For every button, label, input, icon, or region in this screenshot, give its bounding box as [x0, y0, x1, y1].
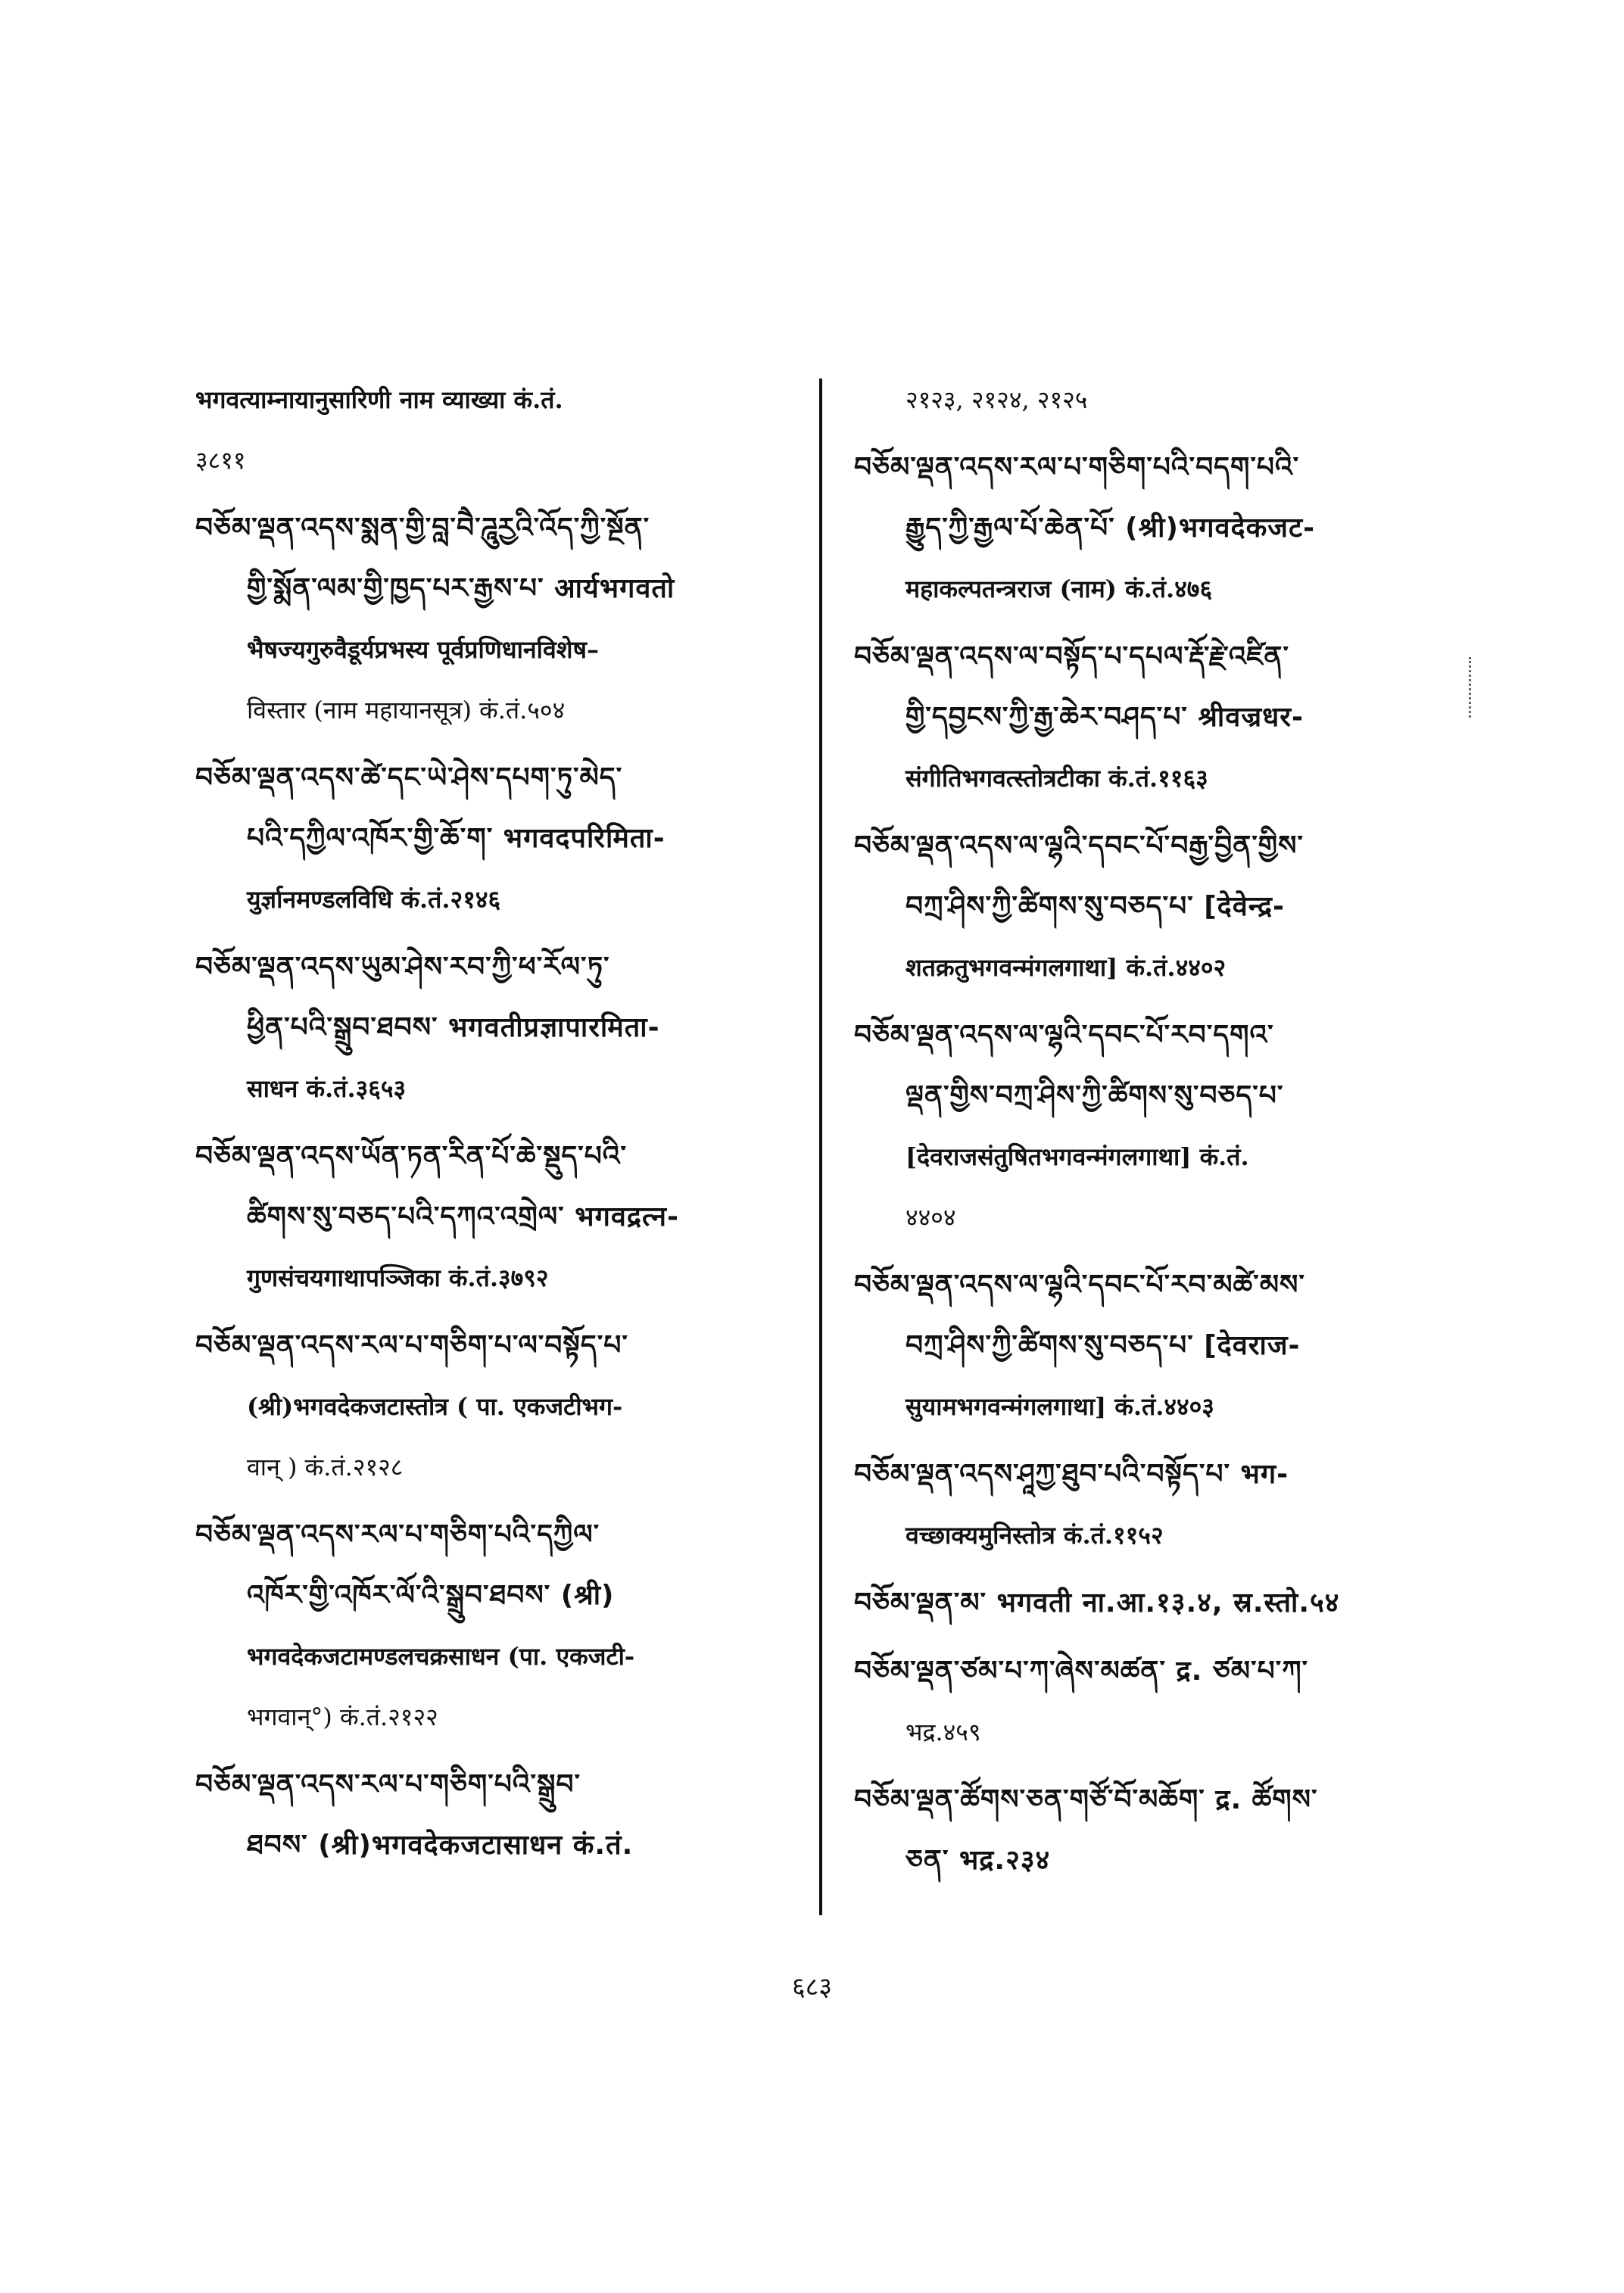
entry-line: भगवदेकजटामण्डलचक्रसाधन (पा. एकजटी- — [247, 1642, 635, 1671]
entry-line: བཅོམ་ལྡན་འདས་ཡོན་ཏན་རིན་པོ་ཆེ་སྡུད་པའི་ — [195, 1141, 628, 1172]
entry-line: གྱི་དབྱངས་ཀྱི་རྒྱ་ཆེར་བཤད་པ་ श्रीवज्रधर- — [906, 702, 1304, 733]
entry — [854, 1255, 1467, 1437]
entry-line: བཅོམ་ལྡན་ཚོགས་ཅན་གཙོ་བོ་མཆོག་ द्र. ཚོགས་ — [854, 1784, 1318, 1815]
entry-line: བཀྲ་ཤིས་ཀྱི་ཚིགས་སུ་བཅད་པ་ [देवेन्द्र- — [906, 891, 1285, 922]
entry — [195, 1505, 801, 1747]
entry — [854, 1444, 1467, 1566]
entry-line: བཅོམ་ལྡན་འདས་རལ་པ་གཅིག་པའི་བདག་པའི་ — [854, 452, 1300, 483]
entry-line: བཀྲ་ཤིས་ཀྱི་ཚིགས་སུ་བཅད་པ་ [देवराज- — [906, 1330, 1301, 1361]
entry-line: པའི་དཀྱིལ་འཁོར་གྱི་ཆོ་ག་ भगवदपरिमिता- — [247, 823, 665, 854]
entry-line: ཐབས་ (श्री)भगवदेकजटासाधन कं.तं. — [247, 1830, 634, 1861]
entry-line: भद्र.४५९ — [906, 1718, 981, 1746]
entry — [854, 1770, 1467, 1891]
entry-line: བཅོམ་ལྡན་འདས་རལ་པ་གཅིག་པའི་དཀྱིལ་ — [195, 1519, 600, 1550]
entry-line: भगवान्°) कं.तं.२१२२ — [247, 1703, 438, 1731]
entry-line: भगवत्याम्नायानुसारिणी नाम व्याख्या कं.तं. — [195, 385, 563, 414]
entry-line: युर्ज्ञानमण्डलविधि कं.तं.२१४६ — [247, 885, 501, 914]
entry — [195, 937, 801, 1119]
entry-line: བཅོམ་ལྡན་འདས་རལ་པ་གཅིག་པ་ལ་བསྟོད་པ་ — [195, 1330, 628, 1361]
entry-line: བཅོམ་ལྡན་འདས་སྨན་གྱི་བླ་བཻ་ཌཱུརྱའི་འོད་ཀྱི་སྔོན་ — [195, 512, 650, 544]
entry — [854, 627, 1467, 808]
entry-line: བཅོམ་ལྡན་འདས་ཤཱཀྱ་ཐུབ་པའི་བསྟོད་པ་ भग- — [854, 1459, 1289, 1490]
entry-line: ལྡན་གྱིས་བཀྲ་ཤིས་ཀྱི་ཚིགས་སུ་བཅད་པ་ — [906, 1080, 1284, 1111]
entry-line: ཅན་ भद्र.२३४ — [906, 1845, 1051, 1876]
entry — [854, 1573, 1467, 1634]
entry-line: [देवराजसंतुषितभगवन्मंगलगाथा] कं.तं. — [906, 1142, 1249, 1171]
entry-line: བཅོམ་ལྡན་འདས་ལ་ལྷའི་དབང་པོ་བརྒྱ་བྱིན་གྱིས་ — [854, 830, 1304, 861]
entry-line: वच्छाक्यमुनिस्तोत्र कं.तं.११५२ — [906, 1521, 1164, 1550]
entry-line: विस्तार (नाम महायानसूत्र) कं.तं.५०४ — [247, 696, 566, 724]
margin-dots — [1469, 657, 1473, 718]
right-column — [854, 369, 1467, 1899]
entry — [195, 1755, 801, 1876]
entry — [195, 369, 801, 491]
left-column — [195, 369, 801, 1883]
entry-line: བཅོམ་ལྡན་འདས་ལ་ལྷའི་དབང་པོ་རབ་དགའ་ — [854, 1020, 1274, 1051]
entry — [195, 748, 801, 930]
entry-line: བཅོམ་ལྡན་འདས་ཡུམ་ཤེས་རབ་ཀྱི་ཕ་རོལ་ཏུ་ — [195, 952, 610, 983]
entry-line: གྱི་སྨོན་ལམ་གྱི་ཁྱད་པར་རྒྱས་པ་ आर्यभगवतो — [247, 573, 675, 604]
column-divider — [819, 379, 822, 1915]
page-number: ६८३ — [791, 1972, 833, 2002]
entry-line: བཅོམ་ལྡན་འདས་ལ་ལྷའི་དབང་པོ་རབ་མཚེ་མས་ — [854, 1270, 1305, 1301]
entry — [854, 816, 1467, 998]
entry-line: गुणसंचयगाथापञ्जिका कं.तं.३७९२ — [247, 1263, 549, 1292]
entry — [195, 498, 801, 740]
entry-line: ཚིགས་སུ་བཅད་པའི་དཀའ་འགྲེལ་ भगवद्रत्न- — [247, 1201, 679, 1232]
entry-line: ४४०४ — [906, 1203, 956, 1232]
entry-line: བཅོམ་ལྡན་མ་ भगवती ना.आ.१३.४, स्र.स्तो.५४ — [854, 1587, 1340, 1618]
entry — [854, 369, 1467, 430]
entry-line: (श्री)भगवदेकजटास्तोत्र ( पा. एकजटीभग- — [247, 1392, 623, 1421]
entry — [195, 1316, 801, 1497]
entry-line: भैषज्यगुरुवैडूर्यप्रभस्य पूर्वप्रणिधानविशेष– — [247, 635, 599, 664]
entry-line: བཅོམ་ལྡན་འདས་ལ་བསྟོད་པ་དཔལ་རྡོ་རྗེ་འཛིན་ — [854, 641, 1289, 672]
entry-line: འཁོར་གྱི་འཁོར་ལོ་འི་སྒྲུབ་ཐབས་ (श्री) — [247, 1580, 615, 1611]
entry-line: བཅོམ་ལྡན་འདས་ཚེ་དང་ཡེ་ཤེས་དཔག་ཏུ་མེད་ — [195, 762, 623, 793]
entry — [854, 1641, 1467, 1762]
entry-line: वान् ) कं.तं.२१२८ — [247, 1453, 404, 1481]
entry-line: सुयामभगवन्मंगलगाथा] कं.तं.४४०३ — [906, 1392, 1214, 1421]
entry-line: རྒྱུད་ཀྱི་རྒྱལ་པོ་ཆེན་པོ་ (श्री)भगवदेकजट- — [906, 512, 1316, 544]
entry-line: ३८११ — [195, 446, 246, 475]
entry-line: शतक्रतुभगवन्मंगलगाथा] कं.तं.४४०२ — [906, 953, 1227, 982]
entry-line: संगीतिभगवत्स्तोत्रटीका कं.तं.११६३ — [906, 764, 1208, 793]
entry — [195, 1126, 801, 1308]
entry — [854, 1005, 1467, 1248]
entry-line: साधन कं.तं.३६५३ — [247, 1074, 407, 1103]
entry-line: महाकल्पतन्त्रराज (नाम) कं.तं.४७६ — [906, 575, 1213, 603]
entry — [854, 438, 1467, 619]
entry-line: ཕྱིན་པའི་སྒྲུབ་ཐབས་ भगवतीप्रज्ञापारमिता- — [247, 1012, 660, 1043]
entry-line: བཅོམ་ལྡན་ཙམ་པ་ཀ་ཞེས་མཚན་ द्र. ཙམ་པ་ཀ་ — [854, 1656, 1309, 1687]
entry-line: २१२३, २१२४, २१२५ — [906, 385, 1088, 414]
entry-line: བཅོམ་ལྡན་འདས་རལ་པ་གཅིག་པའི་སྒྲུབ་ — [195, 1769, 581, 1800]
